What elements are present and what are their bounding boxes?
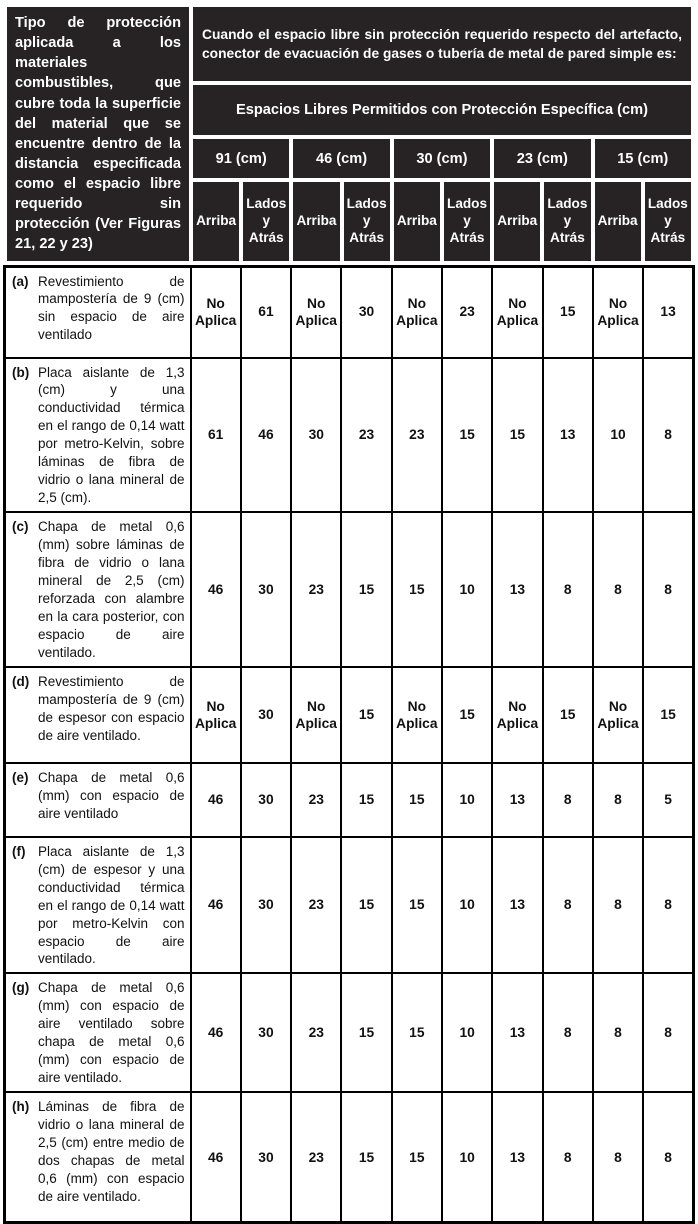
value-cell: 15 bbox=[643, 667, 693, 763]
value-cell: 15 bbox=[341, 1092, 391, 1223]
row-label: (h) bbox=[12, 1098, 34, 1206]
value-cell: 10 bbox=[442, 1092, 492, 1223]
row-description-cell bbox=[5, 837, 191, 974]
row-label: (g) bbox=[12, 979, 34, 1087]
table-row bbox=[5, 266, 694, 358]
row-description: Chapa de metal 0,6 (mm) con espacio de aire ventilado sobre chapa de metal 0,6 (mm) con espacio de aire ventilado. bbox=[38, 979, 185, 1087]
value-cell: 13 bbox=[492, 512, 542, 667]
value-cell: No Aplica bbox=[191, 667, 241, 763]
value-cell: 15 bbox=[341, 763, 391, 837]
value-cell: 23 bbox=[341, 358, 391, 513]
value-cell: 30 bbox=[291, 358, 341, 513]
corner-header-protection-type: Tipo de protección aplicada a los materiales combustibles, que cubre toda la superficie del material que se encuentre dentro de la distancia especificada como el espacio libre requerido sin protección (Ver Figuras 21, 22 y 23) bbox=[5, 5, 191, 263]
value-cell: 8 bbox=[643, 358, 693, 513]
value-cell: No Aplica bbox=[492, 266, 542, 358]
value-cell: No Aplica bbox=[291, 667, 341, 763]
value-cell: 15 bbox=[392, 763, 442, 837]
value-cell: 10 bbox=[442, 837, 492, 974]
row-label: (f) bbox=[12, 843, 34, 969]
value-cell: 46 bbox=[191, 837, 241, 974]
value-cell: 46 bbox=[191, 1092, 241, 1223]
value-cell: 8 bbox=[543, 837, 593, 974]
clearance-table-header bbox=[3, 3, 695, 265]
value-cell: 8 bbox=[543, 973, 593, 1092]
row-description: Chapa de metal 0,6 (mm) con espacio de aire ventilado bbox=[38, 769, 185, 823]
value-cell: 23 bbox=[291, 763, 341, 837]
value-cell: 15 bbox=[442, 667, 492, 763]
value-cell: 10 bbox=[442, 512, 492, 667]
value-cell: 30 bbox=[241, 837, 291, 974]
value-cell: 8 bbox=[593, 763, 643, 837]
row-description: Placa aislante de 1,3 (cm) de espesor y una conductividad térmica en el rango de 0,14 watt por metro-Kelvin con espacio de aire ventilado. bbox=[38, 843, 185, 969]
value-cell: 8 bbox=[643, 1092, 693, 1223]
row-description: Revestimiento de mampostería de 9 (cm) sin espacio de aire ventilado bbox=[38, 273, 185, 345]
value-cell: 5 bbox=[643, 763, 693, 837]
table-row bbox=[5, 667, 694, 763]
value-cell: 15 bbox=[492, 358, 542, 513]
row-description-cell bbox=[5, 667, 191, 763]
value-cell: 8 bbox=[643, 973, 693, 1092]
value-cell: 23 bbox=[291, 1092, 341, 1223]
value-cell: 23 bbox=[392, 358, 442, 513]
column-header-lados-46: Lados y Atrás bbox=[342, 180, 392, 262]
row-description-cell bbox=[5, 1092, 191, 1223]
column-header-arriba-15: Arriba bbox=[593, 180, 643, 262]
row-description-cell bbox=[5, 973, 191, 1092]
value-cell: 10 bbox=[442, 973, 492, 1092]
row-label: (c) bbox=[12, 518, 34, 662]
top-header-required-clearance: Cuando el espacio libre sin protección requerido respecto del artefacto, conector de evacuación de gases o tubería de metal de pared simple es: bbox=[191, 5, 693, 83]
value-cell: 15 bbox=[392, 973, 442, 1092]
value-cell: 8 bbox=[643, 837, 693, 974]
value-cell: 30 bbox=[241, 667, 291, 763]
table-row bbox=[5, 837, 694, 974]
value-cell: 13 bbox=[492, 1092, 542, 1223]
value-cell: 13 bbox=[643, 266, 693, 358]
value-cell: 46 bbox=[191, 512, 241, 667]
value-cell: 46 bbox=[241, 358, 291, 513]
value-cell: 30 bbox=[241, 512, 291, 667]
value-cell: 15 bbox=[392, 837, 442, 974]
row-label: (a) bbox=[12, 273, 34, 345]
subheader-permitted-clearances: Espacios Libres Permitidos con Protección Específica (cm) bbox=[191, 83, 693, 137]
clearance-table-body bbox=[3, 265, 695, 1224]
value-cell: 8 bbox=[543, 763, 593, 837]
value-cell: 15 bbox=[341, 667, 391, 763]
value-cell: 13 bbox=[492, 763, 542, 837]
value-cell: No Aplica bbox=[291, 266, 341, 358]
value-cell: 23 bbox=[291, 837, 341, 974]
row-label: (b) bbox=[12, 364, 34, 508]
row-description-cell bbox=[5, 512, 191, 667]
row-description: Placa aislante de 1,3 (cm) y una conductividad térmica en el rango de 0,14 watt por metro-Kelvin, sobre láminas de fibra de vidrio o lana mineral de 2,5 (cm). bbox=[38, 364, 185, 508]
value-cell: 15 bbox=[543, 266, 593, 358]
row-label: (d) bbox=[12, 673, 34, 745]
row-description-cell bbox=[5, 266, 191, 358]
row-description-cell bbox=[5, 358, 191, 513]
value-cell: 8 bbox=[543, 1092, 593, 1223]
value-cell: 46 bbox=[191, 973, 241, 1092]
table-row bbox=[5, 973, 694, 1092]
column-header-arriba-23: Arriba bbox=[492, 180, 542, 262]
column-header-arriba-46: Arriba bbox=[291, 180, 341, 262]
column-header-arriba-30: Arriba bbox=[392, 180, 442, 262]
group-header-91cm: 91 (cm) bbox=[191, 137, 291, 180]
table-row bbox=[5, 1092, 694, 1223]
value-cell: No Aplica bbox=[593, 266, 643, 358]
column-header-lados-30: Lados y Atrás bbox=[442, 180, 492, 262]
row-description-cell bbox=[5, 763, 191, 837]
column-header-lados-15: Lados y Atrás bbox=[643, 180, 693, 262]
value-cell: 46 bbox=[191, 763, 241, 837]
value-cell: 13 bbox=[492, 973, 542, 1092]
group-header-30cm: 30 (cm) bbox=[392, 137, 492, 180]
value-cell: 30 bbox=[241, 1092, 291, 1223]
value-cell: 23 bbox=[442, 266, 492, 358]
column-header-lados-23: Lados y Atrás bbox=[542, 180, 592, 262]
value-cell: 8 bbox=[543, 512, 593, 667]
value-cell: 10 bbox=[593, 358, 643, 513]
column-header-arriba-91: Arriba bbox=[191, 180, 241, 262]
row-description: Láminas de fibra de vidrio o lana mineral de 2,5 (cm) entre medio de dos chapas de metal 0,6 (mm) con espacio de aire ventilado. bbox=[38, 1098, 185, 1206]
value-cell: 61 bbox=[191, 358, 241, 513]
value-cell: 15 bbox=[543, 667, 593, 763]
value-cell: 61 bbox=[241, 266, 291, 358]
value-cell: 13 bbox=[492, 837, 542, 974]
value-cell: 15 bbox=[341, 512, 391, 667]
value-cell: 8 bbox=[593, 512, 643, 667]
value-cell: 13 bbox=[543, 358, 593, 513]
value-cell: 15 bbox=[341, 837, 391, 974]
value-cell: 30 bbox=[241, 763, 291, 837]
row-label: (e) bbox=[12, 769, 34, 823]
value-cell: No Aplica bbox=[191, 266, 241, 358]
value-cell: 23 bbox=[291, 973, 341, 1092]
value-cell: 8 bbox=[593, 1092, 643, 1223]
row-description: Revestimiento de mampostería de 9 (cm) de espesor con espacio de aire ventilado. bbox=[38, 673, 185, 745]
value-cell: 8 bbox=[593, 973, 643, 1092]
value-cell: No Aplica bbox=[392, 667, 442, 763]
value-cell: No Aplica bbox=[593, 667, 643, 763]
group-header-15cm: 15 (cm) bbox=[593, 137, 694, 180]
table-row bbox=[5, 763, 694, 837]
value-cell: 15 bbox=[341, 973, 391, 1092]
group-header-23cm: 23 (cm) bbox=[492, 137, 592, 180]
group-header-46cm: 46 (cm) bbox=[291, 137, 391, 180]
value-cell: 30 bbox=[341, 266, 391, 358]
table-row bbox=[5, 512, 694, 667]
value-cell: 15 bbox=[442, 358, 492, 513]
value-cell: No Aplica bbox=[392, 266, 442, 358]
value-cell: 30 bbox=[241, 973, 291, 1092]
value-cell: 8 bbox=[643, 512, 693, 667]
row-description: Chapa de metal 0,6 (mm) sobre láminas de fibra de vidrio o lana mineral de 2,5 (cm) reforzada con alambre en la cara posterior, con espacio de aire ventilado. bbox=[38, 518, 185, 662]
value-cell: 15 bbox=[392, 1092, 442, 1223]
value-cell: 8 bbox=[593, 837, 643, 974]
value-cell: 23 bbox=[291, 512, 341, 667]
table-row bbox=[5, 358, 694, 513]
column-header-lados-91: Lados y Atrás bbox=[241, 180, 291, 262]
value-cell: 10 bbox=[442, 763, 492, 837]
value-cell: No Aplica bbox=[492, 667, 542, 763]
value-cell: 15 bbox=[392, 512, 442, 667]
